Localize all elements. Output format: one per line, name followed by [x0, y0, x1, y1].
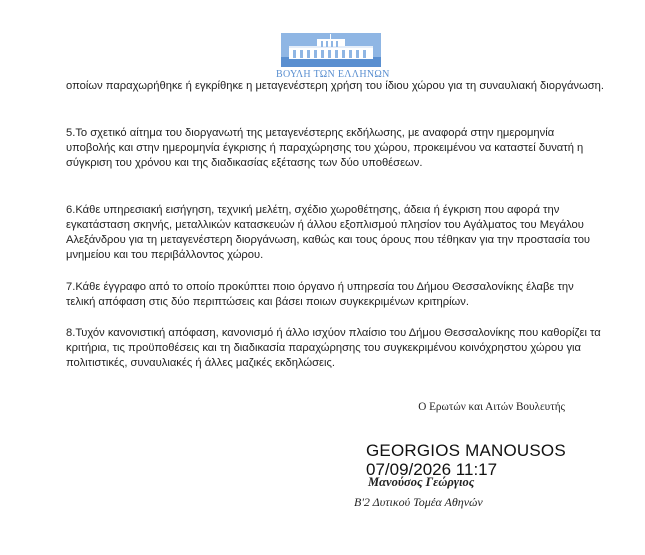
signatory-name: Μανούσος Γεώργιος: [368, 475, 475, 489]
signatory-constituency: Β'2 Δυτικού Τομέα Αθηνών: [354, 495, 483, 509]
signoff-line: Ο Ερωτών και Αιτών Βουλευτής: [418, 401, 565, 413]
paragraph-intro: οποίων παραχωρήθηκε ή εγκρίθηκε η μεταγενέστερη χρήση του ίδιου χώρου για τη συναυλιακή διοργάνωση.: [66, 80, 604, 92]
parliament-building-icon: [281, 33, 381, 67]
logo-text: ΒΟΥΛΗ ΤΩΝ ΕΛΛΗΝΩΝ: [276, 69, 390, 80]
parliament-logo: [276, 33, 390, 81]
paragraph-7: 7.Κάθε έγγραφο από το οποίο προκύπτει ποιο όργανο ή υπηρεσία του Δήμου Θεσσαλονίκης έλαβε την τελική απόφαση στις δύο περιπτώσεις και βάσει ποιων συγκεκριμένων κριτηρίων.: [66, 281, 574, 308]
paragraph-5: 5.Το σχετικό αίτημα του διοργανωτή της μεταγενέστερης εκδήλωσης, με αναφορά στην ημερομηνία υποβολής και στην ημερομηνία έγκρισης ή παραχώρησης του χώρου, προκειμένου να καταστεί δυνατή η σύγκριση του χρόνου και της διαδικασίας εξέτασης των δύο υποθέσεων.: [66, 127, 584, 169]
paragraph-8: 8.Τυχόν κανονιστική απόφαση, κανονισμό ή άλλο ισχύον πλαίσιο του Δήμου Θεσσαλονίκης που καθορίζει τα κριτήρια, τις προϋποθέσεις και τη διαδικασία παραχώρησης του συγκεκριμένου κοινόχρηστου χώρου για πολιτιστικές, συναυλιακές ή άλλες μαζικές εκδηλώσεις.: [66, 327, 601, 369]
paragraph-6: 6.Κάθε υπηρεσιακή εισήγηση, τεχνική μελέτη, σχέδιο χωροθέτησης, άδεια ή έγκριση που αφορά την εγκατάσταση σκηνής, μεταλλικών κατασκευών ή άλλου εξοπλισμού πλησίον του Αγάλματος του Μεγάλου Αλεξάνδρου για τη μεταγενέστερη διοργάνωση, καθώς και τους όρους που τέθηκαν για την προστασία του μνημείου και του περιβάλλοντος χώρου.: [66, 204, 591, 261]
digital-signature-name: GEORGIOS MANOUSOS: [366, 441, 566, 460]
digital-signature-datetime: 07/09/2026 11:17: [366, 460, 498, 479]
